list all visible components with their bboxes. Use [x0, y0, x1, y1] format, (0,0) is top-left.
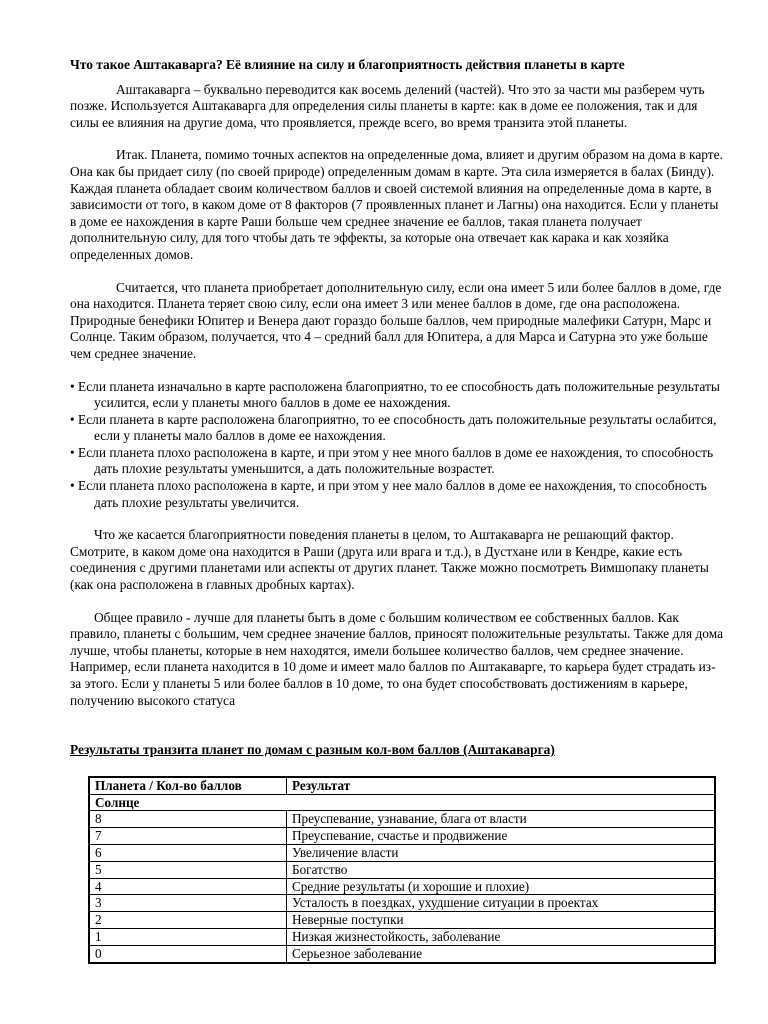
table-row [89, 912, 715, 929]
points-cell: 5 [89, 861, 287, 878]
points-cell: 1 [89, 928, 287, 945]
list-item: • Если планета плохо расположена в карте, и при этом у нее много баллов в доме ее нахождения, то способность дать плохие результаты уменьшится, а дать положительные возрастет. [70, 444, 714, 477]
result-cell: Серьезное заболевание [287, 945, 716, 962]
table-row [89, 945, 715, 962]
result-cell: Средние результаты (и хорошие и плохие) [287, 878, 716, 895]
list-item: • Если планета изначально в карте расположена благоприятно, то ее способность дать положительные результаты усилится, если у планеты много баллов в доме ее нахождения. [70, 378, 720, 411]
paragraph-favorability: Что же касается благоприятности поведения планеты в целом, то Аштакаварга не решающий фактор. Смотрите, в каком доме она находится в Раши (друга или врага и т.д.), в Дустхане или в Кендре, какие есть соединения с другими планетами или аспекты от других планет. Также можно посмотреть Вимшопаку планеты (как она расположена в главных дробных картах). [70, 527, 709, 593]
points-cell: 0 [89, 945, 287, 962]
table-row [89, 811, 715, 828]
document-title: Что такое Аштакаварга? Её влияние на силу и благоприятность действия планеты в карте [70, 57, 625, 72]
header-result: Результат [287, 777, 716, 794]
table-row [89, 878, 715, 895]
table-row [89, 861, 715, 878]
list-item: • Если планета плохо расположена в карте, и при этом у нее мало баллов в доме ее нахождения, то способность дать плохие результаты увеличится. [70, 478, 707, 510]
paragraph-strength: Считается, что планета приобретает дополнительную силу, если она имеет 5 или более баллов в доме, где она находится. Планета теряет свою силу, если она имеет 3 или менее баллов в доме, где она расположена. Природные бенефики Юпитер и Венера дают гораздо больше баллов, чем природные малефики Сатурн, Марс и Солнце. Таким образом, получается, что 4 – средний балл для Юпитера, а для Марса и Сатурна это уже больше чем среднее значение. [70, 279, 722, 361]
points-cell: 8 [89, 811, 287, 828]
header-points: Планета / Кол-во баллов [89, 777, 287, 794]
points-cell: 4 [89, 878, 287, 895]
table-row [89, 928, 715, 945]
table-header-row [89, 777, 715, 794]
table-row [89, 828, 715, 845]
list-item: • Если планета в карте расположена благоприятно, то ее способность дать положительные результаты ослабится, если у планеты мало баллов в доме ее нахождения. [70, 411, 717, 444]
section-title: Результаты транзита планет по домам с разным кол-вом баллов (Аштакаварга) [70, 742, 555, 758]
points-cell: 2 [89, 912, 287, 929]
table-row [89, 895, 715, 912]
points-cell: 7 [89, 828, 287, 845]
table-row [89, 844, 715, 861]
paragraph-general-rule: Общее правило - лучше для планеты быть в доме с большим количеством ее собственных баллов. Как правило, планеты с большим, чем среднее значение баллов, приносят положительные результаты. Также для дома лучше, чтобы планеты, которые в нем находятся, имели большее количество баллов, чем среднее значение. Например, если планета находится в 10 доме и имеет мало баллов по Аштакаварге, то карьера будет страдать из-за этого. Если у планеты 5 или более баллов в 10 доме, то она будет способствовать достижениям в карьере, получению высокого статуса [70, 609, 724, 708]
result-cell: Увеличение власти [287, 844, 716, 861]
result-cell: Низкая жизнестойкость, заболевание [287, 928, 716, 945]
document-page [70, 57, 726, 964]
result-cell: Усталость в поездках, ухудшение ситуации в проектах [287, 895, 716, 912]
result-cell: Преуспевание, узнавание, блага от власти [287, 811, 716, 828]
paragraph-bindu: Итак. Планета, помимо точных аспектов на определенные дома, влияет и другим образом на дома в карте. Она как бы придает силу (по своей природе) определенным домам в карте. Эта сила измеряется в балах (Бинду). Каждая планета обладает своим количеством баллов и своей системой влияния на определенные дома в карте, в зависимости от того, в каком доме от 8 факторов (7 проявленных планет и Лагны) она находится. Если у планеты в доме ее нахождения в карте Раши больше чем среднее значение ее баллов, такая планета получает дополнительную силу, для того чтобы дать те эффекты, за которые она отвечает как карака и как хозяйка определенных домов. [70, 147, 723, 262]
paragraph-intro: Аштакаварга – буквально переводится как восемь делений (частей). Что это за части мы разберем чуть позже. Используется Аштакаварга для определения силы планеты в карте: как в доме ее положения, так и для силы ее влияния на другие дома, что проявляется, прежде всего, во время транзита этой планеты. [70, 81, 705, 130]
bullet-list [70, 379, 726, 512]
result-cell: Неверные поступки [287, 912, 716, 929]
result-cell: Преуспевание, счастье и продвижение [287, 828, 716, 845]
result-cell: Богатство [287, 861, 716, 878]
table-group-row [89, 794, 715, 811]
points-cell: 6 [89, 844, 287, 861]
planet-group-label: Солнце [89, 794, 715, 811]
transit-results-table [88, 776, 716, 964]
points-cell: 3 [89, 895, 287, 912]
